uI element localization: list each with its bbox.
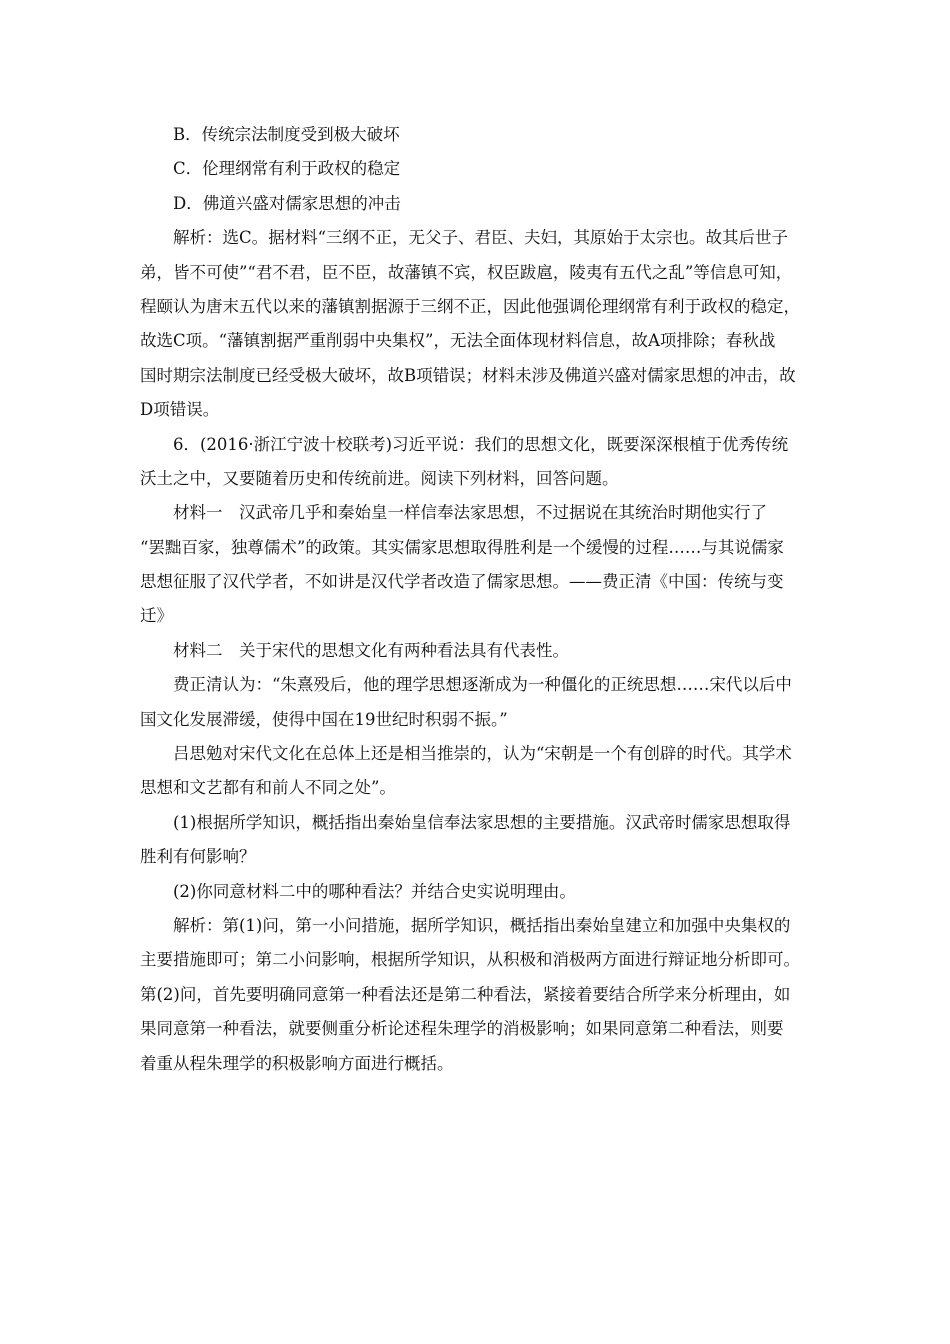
question-6-line-1: 6．(2016·浙江宁波十校联考)习近平说：我们的思想文化，既要深深根植于优秀传统 [173,434,789,454]
document-body [140,118,820,1081]
material-1-line-3: 思想征服了汉代学者，不如讲是汉代学者改造了儒家思想。——费正清《中国：传统与变 [140,572,784,592]
analysis-5-line-6: D项错误。 [140,400,220,420]
analysis-6-line-5: 着重从程朱理学的积极影响方面进行概括。 [140,1053,454,1073]
sub-question-2: (2)你同意材料二中的哪种看法？并结合史实说明理由。 [173,881,576,901]
sub-question-1-line-2: 胜利有何影响？ [140,847,256,867]
material-1-line-2: “罢黜百家，独尊儒术”的政策。其实儒家思想取得胜利是一个缓慢的过程……与其说儒家 [140,537,784,557]
material-2-view-1-line-1: 费正清认为：“朱熹殁后，他的理学思想逐渐成为一种僵化的正统思想……宋代以后中 [173,675,792,695]
material-2-view-1-line-2: 国文化发展滞缓，使得中国在19世纪时积弱不振。” [140,709,508,729]
analysis-6-line-3: 第(2)问，首先要明确同意第一种看法还是第二种看法，紧接着要结合所学来分析理由，如 [140,984,791,1004]
material-2-heading: 材料二 关于宋代的思想文化有两种看法具有代表性。 [173,640,569,660]
option-b: B．传统宗法制度受到极大破坏 [173,125,400,144]
material-2-view-2-line-1: 吕思勉对宋代文化在总体上还是相当推崇的，认为“宋朝是一个有创辟的时代。其学术 [173,744,792,764]
material-1-line-1: 材料一 汉武帝几乎和秦始皇一样信奉法家思想，不过据说在其统治时期他实行了 [173,503,767,523]
analysis-6-line-1: 解析：第(1)问，第一小问措施，据所学知识，概括指出秦始皇建立和加强中央集权的 [173,915,791,935]
option-d: D．佛道兴盛对儒家思想的冲击 [173,193,401,213]
question-6-line-2: 沃土之中，又要随着历史和传统前进。阅读下列材料，回答问题。 [140,468,619,488]
analysis-5-line-2: 弟，皆不可使”“君不君，臣不臣，故藩镇不宾，权臣跋扈，陵夷有五代之乱”等信息可知， [140,262,793,282]
analysis-5-line-3: 程颐认为唐末五代以来的藩镇割据源于三纲不正，因此他强调伦理纲常有利于政权的稳定， [140,296,800,316]
option-c: C．伦理纲常有利于政权的稳定 [173,159,401,179]
analysis-6-line-4: 果同意第一种看法，就要侧重分析论述程朱理学的消极影响；如果同意第二种看法，则要 [140,1019,784,1039]
material-2-view-2-line-2: 思想和文艺都有和前人不同之处”。 [140,778,396,798]
material-1-line-4: 迁》 [140,606,173,626]
analysis-5-line-1: 解析：选C。据材料“三纲不正，无父子、君臣、夫妇，其原始于太宗也。故其后世子 [173,228,789,248]
sub-question-1-line-1: (1)根据所学知识，概括指出秦始皇信奉法家思想的主要措施。汉武帝时儒家思想取得 [173,812,791,832]
analysis-5-line-4: 故选C项。“藩镇割据严重削弱中央集权”，无法全面体现材料信息，故A项排除；春秋战 [140,331,776,351]
analysis-6-line-2: 主要措施即可；第二小问影响，根据所学知识，从积极和消极两方面进行辩证地分析即可。 [140,950,800,970]
analysis-5-line-5: 国时期宗法制度已经受极大破坏，故B项错误；材料未涉及佛道兴盛对儒家思想的冲击，故 [140,365,796,385]
